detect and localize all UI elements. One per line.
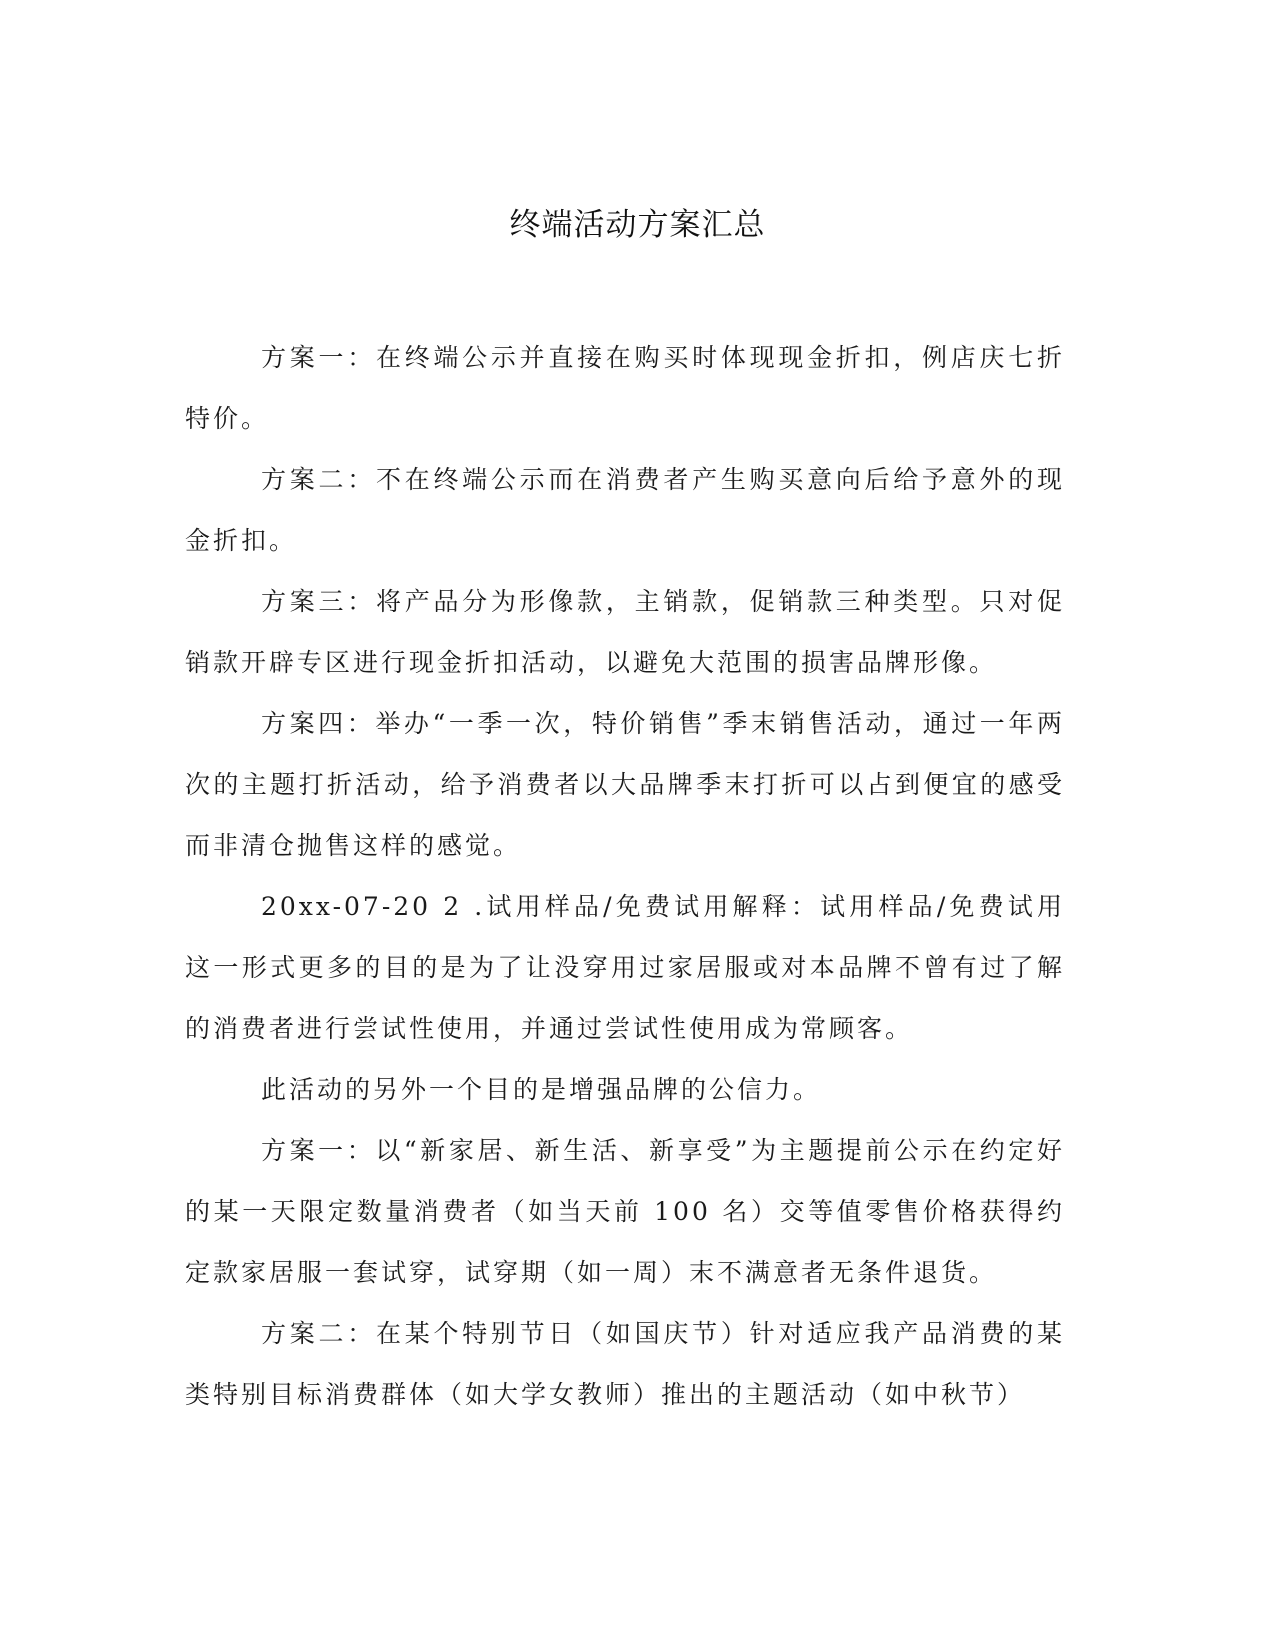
paragraph-plan-3-product-types: 方案三：将产品分为形像款，主销款，促销款三种类型。只对促销款开辟专区进行现金折扣活动，以避免大范围的损害品牌形像。 [185, 587, 1065, 677]
paragraph-trial-plan-1: 方案一：以“新家居、新生活、新享受”为主题提前公示在约定好的某一天限定数量消费者（如当天前 100 名）交等值零售价格获得约定款家居服一套试穿，试穿期（如一周）末不满意者无条件退货。 [185, 1136, 1065, 1287]
paragraph-brand-credibility: 此活动的另外一个目的是增强品牌的公信力。 [261, 1075, 822, 1104]
document-body [185, 327, 1065, 1425]
paragraph-plan-2-surprise-discount: 方案二：不在终端公示而在消费者产生购买意向后给予意外的现金折扣。 [185, 465, 1065, 555]
paragraph-plan-1-cash-discount: 方案一：在终端公示并直接在购买时体现现金折扣，例店庆七折特价。 [185, 343, 1065, 433]
document-title: 终端活动方案汇总 [509, 207, 766, 243]
paragraph-free-trial-explanation: 20xx-07-20 2 .试用样品/免费试用解释：试用样品/免费试用这一形式更多的目的是为了让没穿用过家居服或对本品牌不曾有过了解的消费者进行尝试性使用，并通过尝试性使用成为常顾客。 [185, 892, 1065, 1043]
paragraph-plan-4-season-sale: 方案四：举办“一季一次，特价销售”季末销售活动，通过一年两次的主题打折活动，给予消费者以大品牌季末打折可以占到便宜的感受而非清仓抛售这样的感觉。 [185, 709, 1065, 860]
paragraph-trial-plan-2: 方案二：在某个特别节日（如国庆节）针对适应我产品消费的某类特别目标消费群体（如大学女教师）推出的主题活动（如中秋节） [185, 1319, 1065, 1409]
